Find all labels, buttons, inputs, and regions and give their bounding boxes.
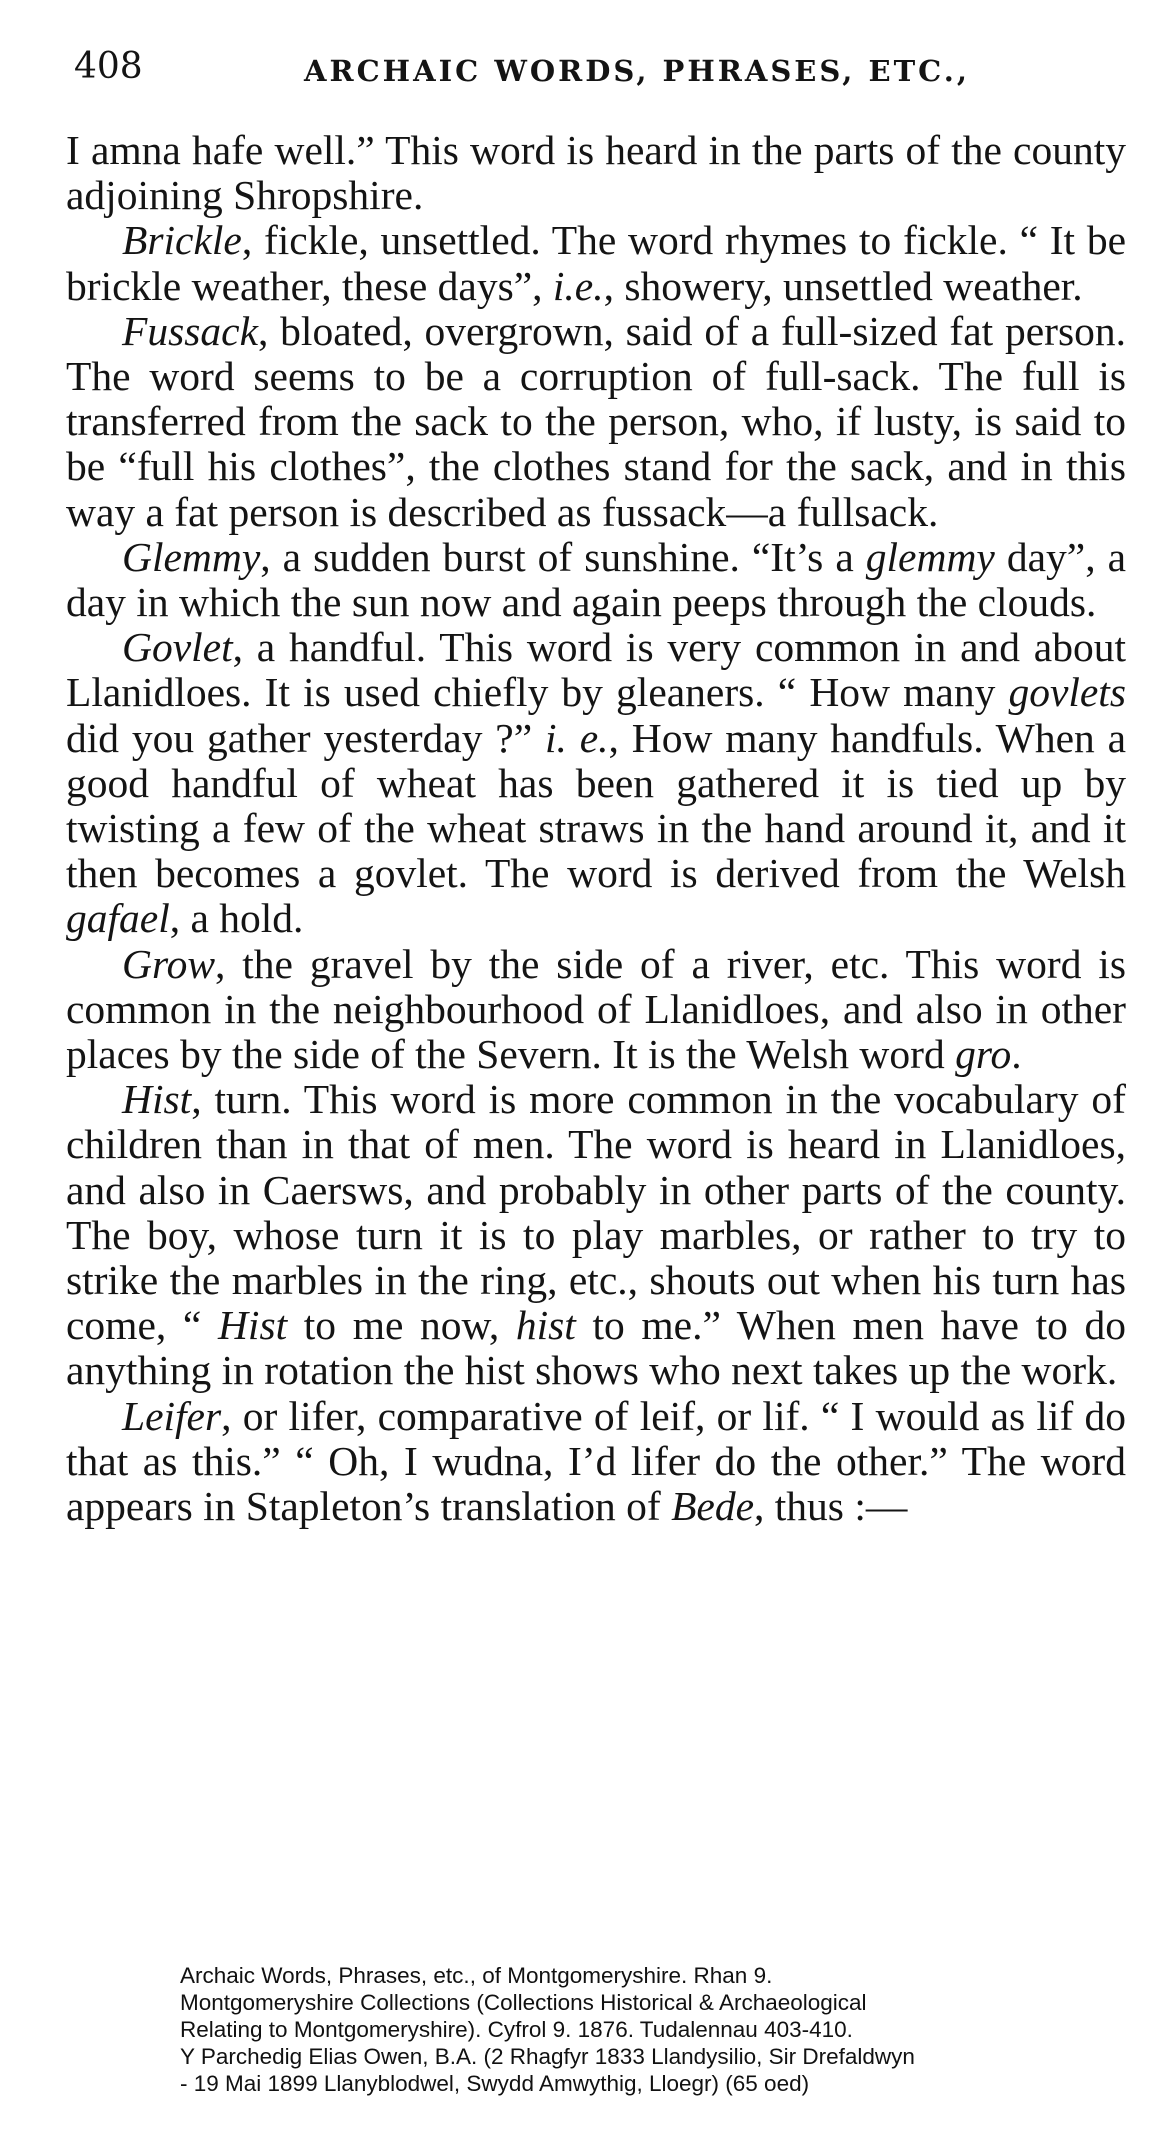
- page-number: 408: [74, 46, 143, 87]
- entry-glemmy: Glemmy, a sudden burst of sunshine. “It’s a glemmy day”, a day in which the sun now and again peeps through the clouds.: [66, 533, 1126, 626]
- entry-fussack: Fussack, bloated, overgrown, said of a full-sized fat person. The word seems to be a corruption of full-sack. The full is transferred from the sack to the person, who, if lusty, is said to be “full his clothes”, the clothes stand for the sack, and in this way a fat person is described as fussack—a fullsack.: [66, 307, 1126, 535]
- caption-line: Relating to Montgomeryshire). Cyfrol 9. 1876. Tudalennau 403-410.: [180, 2017, 853, 2042]
- entry-govlet: Govlet, a handful. This word is very common in and about Llanidloes. It is used chiefly by gleaners. “ How many govlets did you gather yesterday ?” i. e., How many handfuls. When a good handful of wheat has been gathered it is tied up by twisting a few of the wheat straws in the hand around it, and it then becomes a govlet. The word is derived from the Welsh gafael, a hold.: [66, 624, 1126, 942]
- caption-line: - 19 Mai 1899 Llanyblodwel, Swydd Amwythig, Lloegr) (65 oed): [180, 2071, 810, 2096]
- running-title: ARCHAIC WORDS, PHRASES, ETC.,: [304, 54, 970, 88]
- headword: Brickle: [122, 217, 242, 264]
- entry-hist: Hist, turn. This word is more common in the vocabulary of children than in that of men. The word is heard in Llanidloes, and also in Caersws, and probably in other parts of the county. The boy, whose turn it is to play marbles, or rather to try to strike the marbles in the ring, etc., shouts out when his turn has come, “ Hist to me now, hist to me.” When men have to do anything in rotation the hist shows who next takes up the work.: [66, 1076, 1126, 1394]
- entry-brickle: Brickle, fickle, unsettled. The word rhymes to fickle. “ It be brickle weather, these days”, i.e., showery, unsettled weather.: [66, 217, 1126, 309]
- headword: Glemmy: [122, 533, 261, 580]
- body-text: [66, 128, 1126, 1529]
- caption-line: Archaic Words, Phrases, etc., of Montgomeryshire. Rhan 9.: [180, 1963, 773, 1988]
- headword: Hist: [122, 1076, 192, 1123]
- caption-line: Montgomeryshire Collections (Collections Historical & Archaeological: [180, 1990, 867, 2015]
- page-header: [74, 40, 1124, 100]
- headword: Leifer: [122, 1392, 222, 1439]
- headword: Govlet: [122, 624, 233, 671]
- paragraph-continuation: I amna hafe well.” This word is heard in the parts of the county adjoining Shropshire.: [66, 127, 1126, 219]
- headword: Grow: [122, 940, 216, 987]
- headword: Fussack: [122, 307, 258, 354]
- caption-line: Y Parchedig Elias Owen, B.A. (2 Rhagfyr 1833 Llandysilio, Sir Drefaldwyn: [180, 2044, 915, 2069]
- entry-grow: Grow, the gravel by the side of a river, etc. This word is common in the neighbourhood of Llanidloes, and also in other places by the side of the Severn. It is the Welsh word gro.: [66, 940, 1126, 1078]
- entry-leifer: Leifer, or lifer, comparative of leif, or lif. “ I would as lif do that as this.” “ Oh, I wudna, I’d lifer do the other.” The word appears in Stapleton’s translation of Bede, thus :—: [66, 1392, 1126, 1530]
- source-caption: [180, 1962, 1080, 2097]
